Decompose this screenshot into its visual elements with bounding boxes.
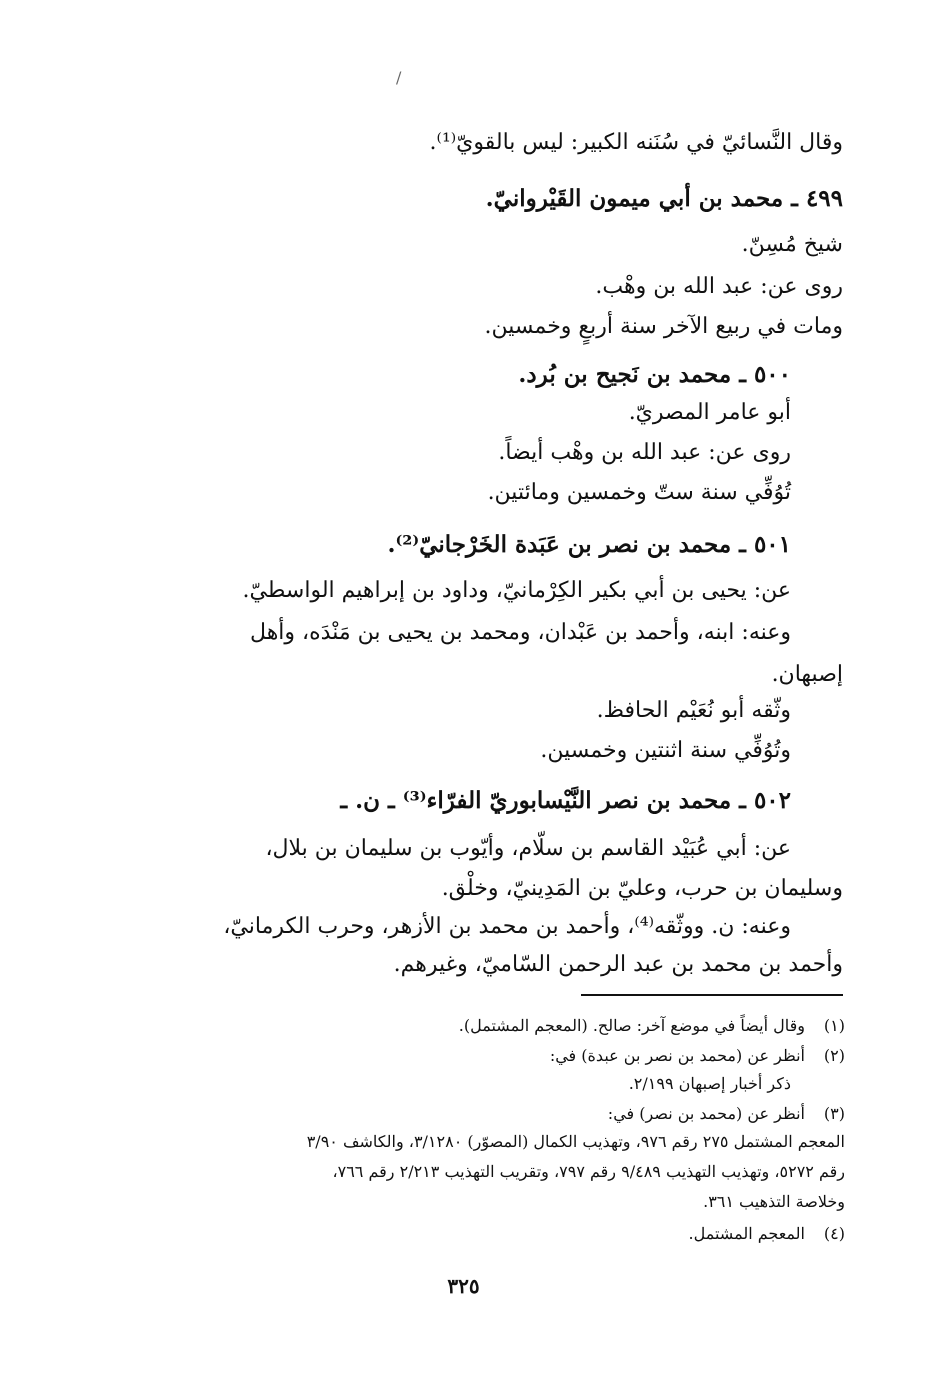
footnote-3-continued: رقم ٥٢٧٢، وتهذيب التهذيب ٩/٤٨٩ رقم ٧٩٧، وتقريب التهذيب ٢/٢١٣ رقم ٧٦٦،	[332, 1162, 845, 1181]
text-line: وتُوُفِّي سنة اثنتين وخمسين.	[540, 738, 791, 763]
footnote-number: (٢)	[823, 1046, 845, 1065]
text-line: شيخ مُسِنّ.	[741, 232, 843, 257]
entry-heading-501: ٥٠١ ـ محمد بن نصر بن عَبَدة الخَرْجانيّ⁽²⁾.	[387, 531, 791, 558]
footnote-3-continued: المعجم المشتمل ٢٧٥ رقم ٩٧٦، وتهذيب الكمال (المصوّر) ٣/١٢٨٠، والكاشف ٣/٩٠	[306, 1132, 845, 1151]
footnote-number: (٤)	[823, 1224, 845, 1243]
footnote-number: (١)	[823, 1016, 845, 1035]
text-line: وقال النَّسائيّ في سُنَنه الكبير: ليس بالقويّ⁽¹⁾.	[429, 130, 843, 155]
footnote-3	[608, 1102, 845, 1126]
footnote-text: أنظر عن (محمد بن نصر) في:	[607, 1104, 805, 1123]
footnote-text: وقال أيضاً في موضع آخر: صالح. (المعجم المشتمل).	[458, 1016, 805, 1035]
text-line: روى عن: عبد الله بن وهْب أيضاً.	[498, 440, 791, 465]
footnote-2	[550, 1044, 845, 1068]
text-line: وسليمان بن حرب، وعليّ بن المَدِينيّ، وخلْق.	[441, 876, 843, 901]
text-line: عن: يحيى بن أبي بكير الكِرْمانيّ، وداود بن إبراهيم الواسطيّ.	[242, 578, 791, 603]
footnote-number: (٣)	[823, 1104, 845, 1123]
text-line: تُوُفِّي سنة ستّ وخمسين ومائتين.	[487, 480, 791, 505]
footnote-text: أنظر عن (محمد بن نصر بن عبدة) في:	[549, 1046, 805, 1065]
entry-heading-502: ٥٠٢ ـ محمد بن نصر النَّيْسابوريّ الفرّاء⁽³⁾ ـ ن. ـ	[340, 787, 791, 814]
footnote-3-continued: وخلاصة التذهيب ٣٦١.	[703, 1192, 845, 1211]
footnote-1	[459, 1014, 845, 1038]
footnote-4	[689, 1222, 845, 1246]
text-line: وثّقه أبو نُعَيْم الحافظ.	[596, 698, 791, 723]
text-line: ومات في ربيع الآخر سنة أربعٍ وخمسين.	[484, 314, 843, 339]
text-line: وعنه: ن. ووثّقه⁽⁴⁾، وأحمد بن محمد بن الأزهر، وحرب الكرمانيّ،	[223, 914, 791, 939]
text-line: وعنه: ابنه، وأحمد بن عَبْدان، ومحمد بن يحيى بن مَنْدَه، وأهل	[250, 620, 791, 645]
text-line: وأحمد بن محمد بن عبد الرحمن السّاميّ، وغيرهم.	[393, 952, 843, 977]
text-line: روى عن: عبد الله بن وهْب.	[595, 274, 843, 299]
entry-heading-499: ٤٩٩ ـ محمد بن أبي ميمون القَيْروانيّ.	[485, 185, 843, 212]
footnote-divider	[581, 994, 843, 996]
text-line: أبو عامر المصريّ.	[628, 400, 791, 425]
page-number: ٣٢٥	[447, 1274, 480, 1298]
text-line: عن: أبي عُبَيْد القاسم بن سلّام، وأيّوب بن سليمان بن بلال،	[265, 836, 791, 861]
footnote-2-continued: ذكر أخبار إصبهان ٢/١٩٩.	[628, 1074, 791, 1093]
entry-heading-500: ٥٠٠ ـ محمد بن نَجيح بن بُرد.	[518, 361, 791, 388]
text-line: إصبهان.	[771, 662, 843, 687]
margin-mark: /	[396, 68, 402, 87]
footnote-text: المعجم المشتمل.	[688, 1224, 805, 1243]
